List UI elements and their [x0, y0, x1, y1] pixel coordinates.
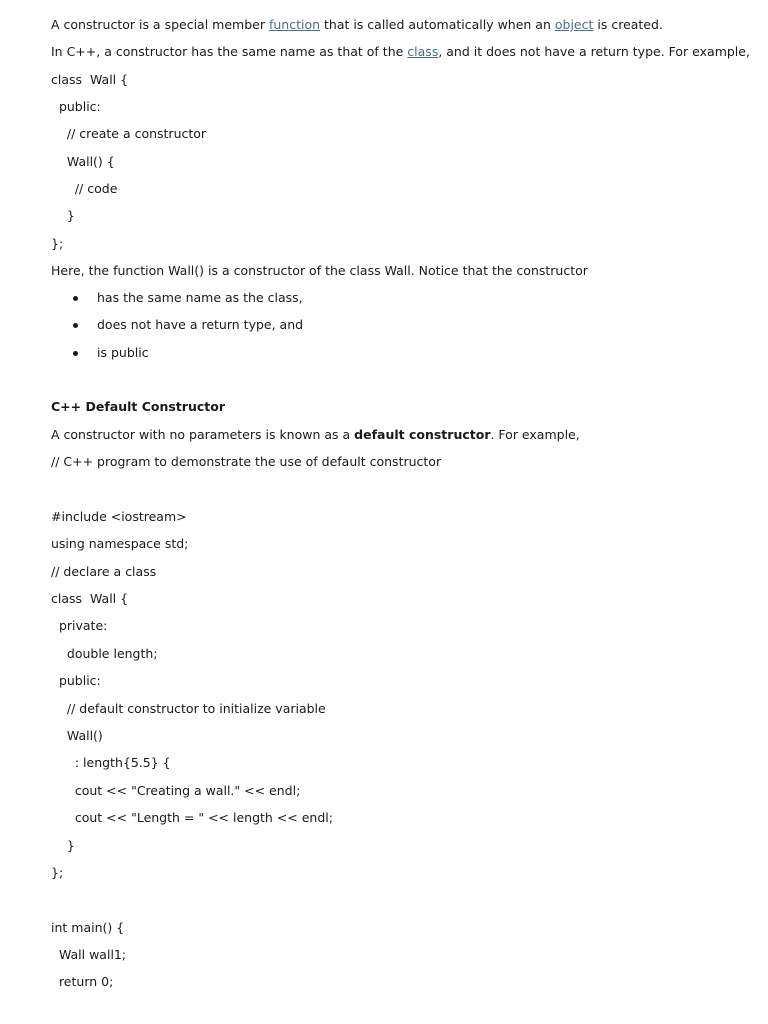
- code-line: int main() {: [51, 920, 125, 935]
- code-line: return 0;: [51, 974, 114, 989]
- section-text-a: A constructor with no parameters is known as a: [51, 427, 355, 442]
- code-line: : length{5.5} {: [51, 755, 171, 770]
- code-line: // C++ program to demonstrate the use of default constructor: [51, 454, 442, 469]
- code-line: public:: [51, 99, 101, 114]
- code-line: // code: [51, 181, 118, 196]
- code-line: public:: [51, 673, 101, 688]
- section-heading: C++ Default Constructor: [51, 399, 225, 414]
- list-item: does not have a return type, and: [97, 317, 304, 332]
- default-constructor-term: default constructor: [354, 427, 491, 442]
- code-line: // create a constructor: [51, 126, 207, 141]
- intro-text-2b: , and it does not have a return type. For example,: [438, 44, 750, 59]
- intro-paragraph-1: [51, 17, 663, 33]
- class-link[interactable]: class: [407, 44, 439, 59]
- explanation-paragraph: Here, the function Wall() is a constructor of the class Wall. Notice that the constructor: [51, 263, 588, 278]
- code-line: }: [51, 838, 75, 853]
- code-line: class Wall {: [51, 591, 129, 606]
- bullet-icon: [73, 323, 78, 328]
- code-line: };: [51, 236, 64, 251]
- intro-text-1c: is created.: [593, 17, 663, 32]
- code-line: // declare a class: [51, 564, 157, 579]
- list-item: has the same name as the class,: [97, 290, 303, 305]
- object-link[interactable]: object: [554, 17, 594, 32]
- code-line: Wall() {: [51, 154, 115, 169]
- code-line: }: [51, 208, 75, 223]
- intro-text-1a: A constructor is a special member: [51, 17, 269, 32]
- code-line: double length;: [51, 646, 158, 661]
- section-text-b: . For example,: [490, 427, 580, 442]
- code-line: // default constructor to initialize variable: [51, 701, 326, 716]
- section-paragraph: [51, 427, 580, 443]
- code-line: using namespace std;: [51, 536, 189, 551]
- code-line: cout << "Creating a wall." << endl;: [51, 783, 301, 798]
- code-line: };: [51, 865, 64, 880]
- code-line: class Wall {: [51, 72, 129, 87]
- intro-text-2a: In C++, a constructor has the same name as that of the: [51, 44, 408, 59]
- intro-paragraph-2: [51, 44, 750, 60]
- code-line: Wall wall1;: [51, 947, 127, 962]
- list-item: is public: [97, 345, 149, 360]
- code-line: Wall(): [51, 728, 103, 743]
- intro-text-1b: that is called automatically when an: [320, 17, 555, 32]
- code-line: #include <iostream>: [51, 509, 187, 524]
- bullet-icon: [73, 296, 78, 301]
- code-line: private:: [51, 618, 108, 633]
- code-line: cout << "Length = " << length << endl;: [51, 810, 333, 825]
- bullet-icon: [73, 351, 78, 356]
- function-link[interactable]: function: [268, 17, 321, 32]
